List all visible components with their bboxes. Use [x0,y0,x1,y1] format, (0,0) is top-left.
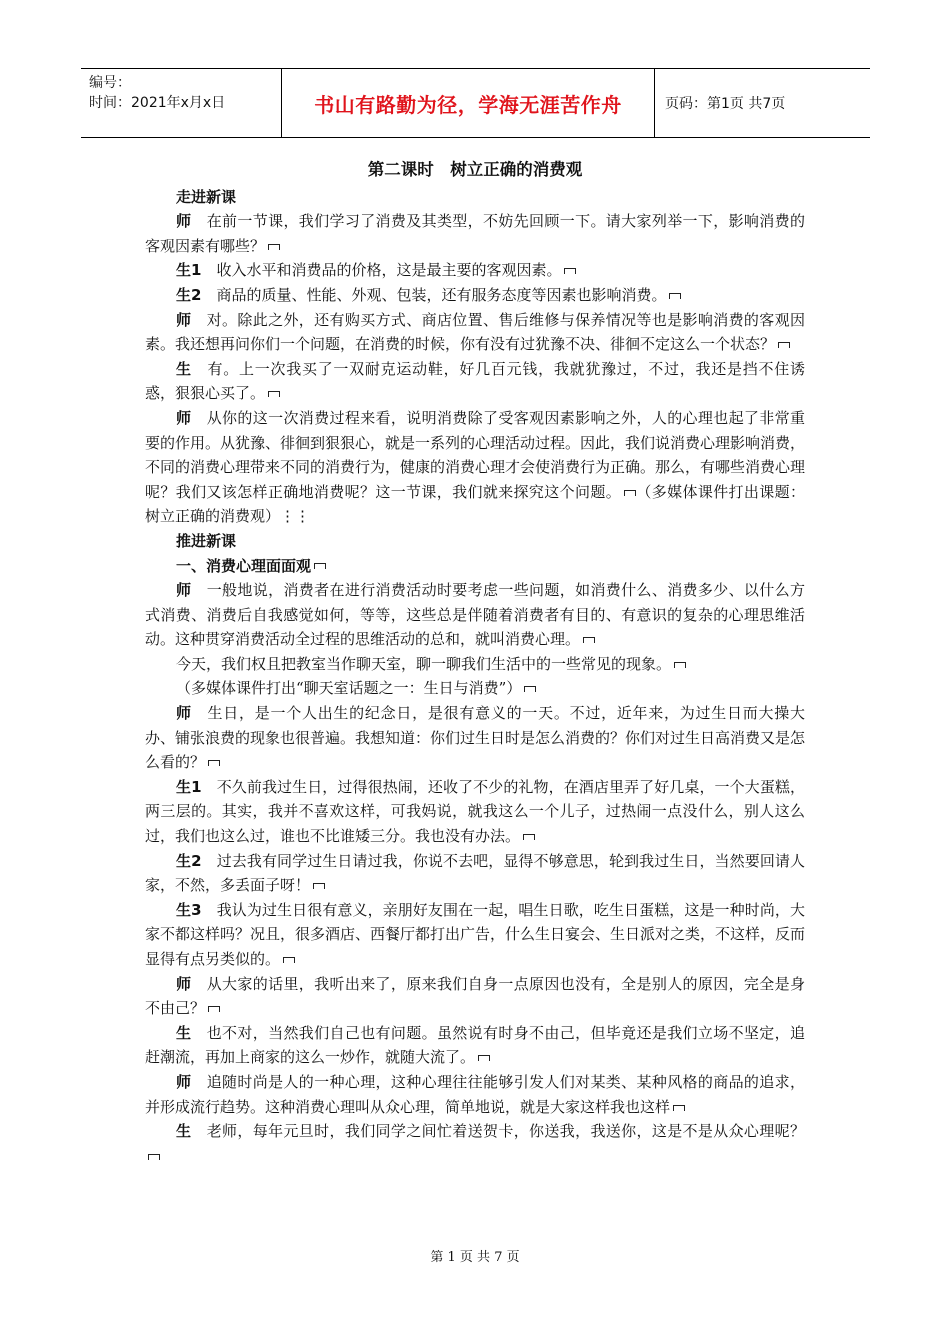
paragraph-text: 我认为过生日很有意义，亲朋好友围在一起，唱生日歌，吃生日蛋糕，这是一种时尚，大家不都这样吗？况且，很多酒店、西餐厅都打出广告，什么生日宴会、生日派对之类，不这样，反而显得有点另类似的。 [145,900,806,968]
dialogue-paragraph [145,283,805,308]
paragraph-mark-icon [523,834,535,840]
speaker-label: 师 [176,704,192,723]
subsection-heading-text: 一、消费心理面面观 [176,556,312,575]
paragraph-mark-icon [669,293,681,299]
number-label: 编号： [89,75,131,91]
speaker-label: 生 [176,359,192,378]
dialogue-paragraph [145,775,805,849]
speaker-label: 生 [176,1023,192,1042]
dialogue-block-1 [145,209,805,529]
speaker-label: 生1 [176,777,202,796]
paragraph-text: 对。除此之外，还有购买方式、商店位置、售后维修与保养情况等也是影响消费的客观因素。我还想再问你们一个问题，在消费的时候，你有没有过犹豫不决、徘徊不定这么一个状态？ [145,310,805,354]
dialogue-paragraph [145,357,805,406]
paragraph-text: 老师，每年元旦时，我们同学之间忙着送贺卡，你送我，我送你，这是不是从众心理呢？ [191,1122,805,1141]
header-table [81,68,870,138]
paragraph-text: 过去我有同学过生日请过我，你说不去吧，显得不够意思，轮到我过生日，当然要回请人家，不然，多丢面子呀！ [145,851,805,895]
paragraph-mark-icon [314,563,326,569]
paragraph-mark-icon [313,883,325,889]
paragraph-text: 商品的质量、性能、外观、包装，还有服务态度等因素也影响消费。 [201,285,667,304]
paragraph-text: 今天，我们权且把教室当作聊天室，聊一聊我们生活中的一些常见的现象。 [176,654,672,673]
paragraph-mark-icon [524,686,536,692]
dialogue-paragraph [145,972,805,1021]
speaker-label: 师 [176,408,192,427]
paragraph-mark-icon [148,1154,160,1160]
paragraph-text: （多媒体课件打出“聊天室话题之一：生日与消费”） [176,679,522,698]
time-label: 时间：2021年x月x日 [89,95,226,111]
paragraph-mark-icon [624,490,636,496]
page-footer: 第 1 页 共 7 页 [430,1250,520,1265]
document-body [145,158,805,1168]
dialogue-paragraph [145,1070,805,1119]
paragraph-mark-icon [268,244,280,250]
paragraph-text: 追随时尚是人的一种心理，这种心理往往能够引发人们对某类、某种风格的商品的追求，并形成流行趋势。这种消费心理叫从众心理，简单地说，就是大家这样我也这样 [145,1072,805,1116]
motto: 书山有路勤为径，学海无涯苦作舟 [281,69,655,137]
paragraph-text: 一般地说，消费者在进行消费活动时要考虑一些问题，如消费什么、消费多少、以什么方式消费、消费后自我感觉如何，等等，这些总是伴随着消费者有目的、有意识的复杂的心理思维活动。这种贯穿消费活动全过程的思维活动的总和，就叫消费心理。 [145,581,805,649]
dialogue-paragraph [145,578,805,652]
speaker-label: 生 [176,1122,192,1141]
speaker-label: 生2 [176,851,202,870]
speaker-label: 师 [176,1072,192,1091]
dialogue-paragraph [145,849,805,898]
paragraph-text: 从大家的话里，我听出来了，原来我们自身一点原因也没有，全是别人的原因，完全是身不由己？ [145,974,805,1018]
paragraph-text: 有。上一次我买了一双耐克运动鞋，好几百元钱，我就犹豫过，不过，我还是挡不住诱惑，狠狠心买了。 [145,359,805,403]
page-title: 第二课时 树立正确的消费观 [367,160,583,179]
speaker-label: 生3 [176,900,202,919]
speaker-label: 生2 [176,285,202,304]
paragraph-mark-icon [268,391,280,397]
speaker-label: 师 [176,310,192,329]
dialogue-paragraph [145,676,805,701]
paragraph-text: 从你的这一次消费过程来看，说明消费除了受客观因素影响之外，人的心理也起了非常重要的作用。从犹豫、徘徊到狠狠心，就是一系列的心理活动过程。因此，我们说消费心理影响消费，不同的消费心理带来不同的消费行为，健康的消费心理才会使消费行为正确。那么，有哪些消费心理呢？我们又该怎样正确地消费呢？这一节课，我们就来探究这个问题。 [145,408,806,501]
section-heading: 推进新课 [176,531,237,550]
dialogue-paragraph [145,701,805,775]
paragraph-text: 也不对，当然我们自己也有问题。虽然说有时身不由己，但毕竟还是我们立场不坚定，追赶潮流，再加上商家的这么一炒作，就随大流了。 [145,1023,805,1067]
paragraph-mark-icon [564,268,576,274]
subsection-heading [145,554,805,579]
paragraph-text: 收入水平和消费品的价格，这是最主要的客观因素。 [201,261,562,280]
dialogue-paragraph [145,258,805,283]
speaker-label: 师 [176,974,192,993]
dialogue-paragraph [145,652,805,677]
paragraph-mark-icon [478,1055,490,1061]
paragraph-tail-text: （多媒体课件打出课题：树立正确的消费观）⋮⋮ [145,482,805,526]
dialogue-paragraph [145,308,805,357]
header-meta [81,69,281,137]
dialogue-paragraph [145,898,805,972]
paragraph-mark-icon [208,760,220,766]
paragraph-mark-icon [283,957,295,963]
paragraph-text: 生日，是一个人出生的纪念日，是很有意义的一天。不过，近年来，为过生日而大操大办、铺张浪费的现象也很普遍。我想知道：你们过生日时是怎么消费的？你们对过生日高消费又是怎么看的？ [145,704,806,772]
paragraph-mark-icon [673,1105,685,1111]
dialogue-paragraph [145,406,805,529]
dialogue-paragraph [145,209,805,258]
paragraph-mark-icon [674,662,686,668]
speaker-label: 师 [176,581,192,600]
paragraph-mark-icon [778,342,790,348]
dialogue-paragraph [145,1021,805,1070]
speaker-label: 生1 [176,261,202,280]
dialogue-paragraph [145,1119,805,1168]
speaker-label: 师 [176,212,192,231]
page-info: 页码：第1页 共7页 [665,96,786,112]
section-heading: 走进新课 [176,187,237,206]
dialogue-block-2 [145,578,805,1168]
paragraph-mark-icon [583,637,595,643]
paragraph-text: 不久前我过生日，过得很热闹，还收了不少的礼物，在酒店里弄了好几桌，一个大蛋糕，两三层的。其实，我并不喜欢这样，可我妈说，就我这么一个儿子，过热闹一点没什么，别人这么过，我们也这么过，谁也不比谁矮三分。我也没有办法。 [145,777,805,846]
paragraph-mark-icon [208,1006,220,1012]
paragraph-text: 在前一节课，我们学习了消费及其类型，不妨先回顾一下。请大家列举一下，影响消费的客观因素有哪些？ [145,212,805,255]
